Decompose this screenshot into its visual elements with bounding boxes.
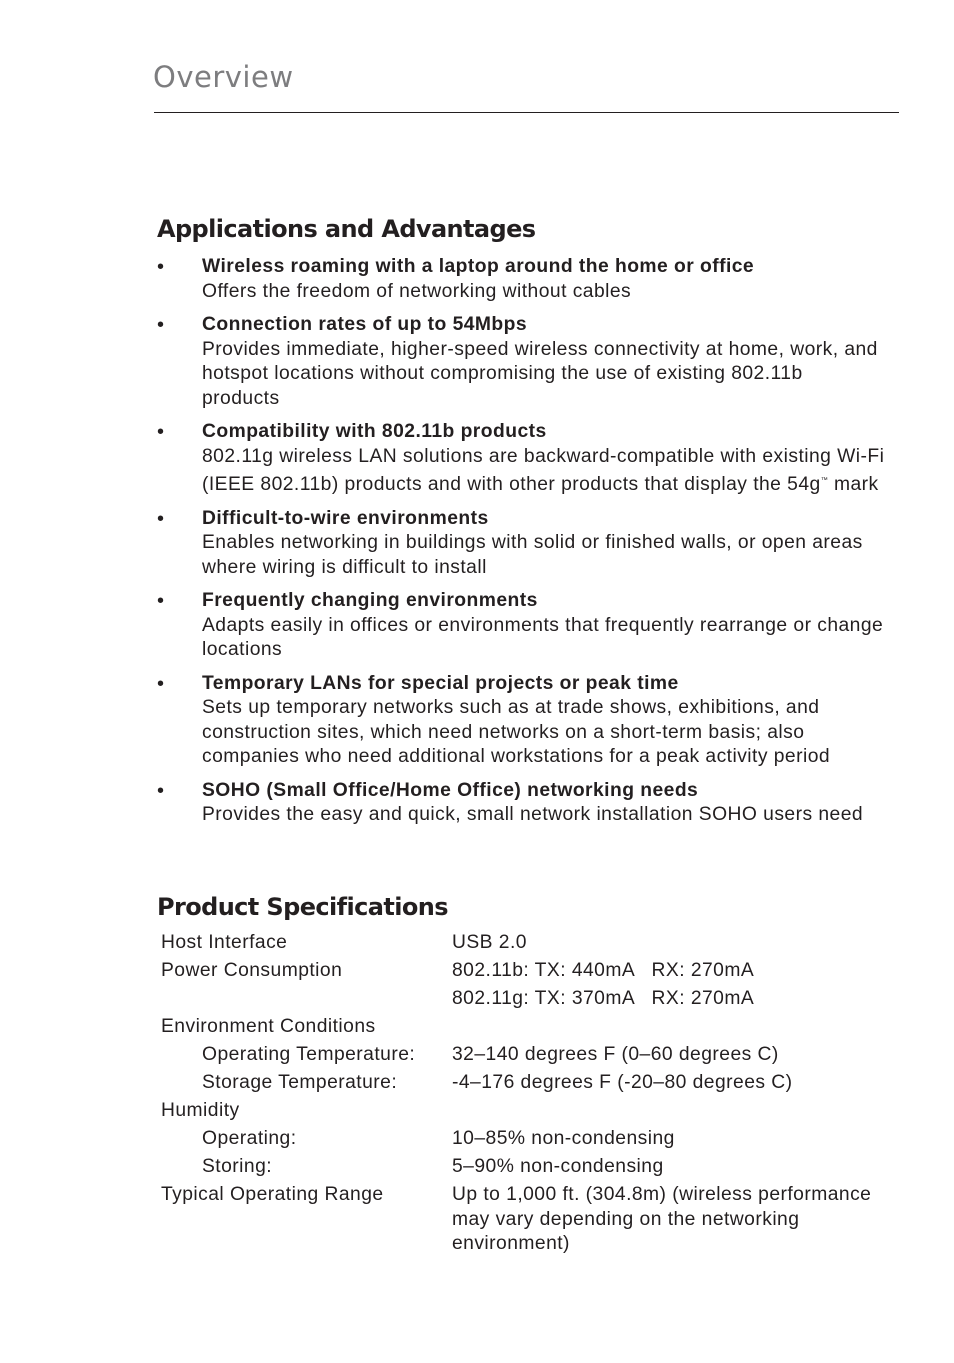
advantages-list: [157, 255, 902, 837]
description-text-end: mark: [828, 474, 879, 495]
table-row: [161, 1099, 902, 1127]
header-divider: [154, 112, 899, 113]
spec-label: Power Consumption: [161, 960, 343, 981]
item-description: [202, 445, 902, 498]
list-item: [157, 672, 902, 770]
spec-label: Typical Operating Range: [161, 1184, 384, 1205]
item-title: Temporary LANs for special projects or peak time: [202, 672, 679, 694]
specifications-table: [161, 931, 902, 1260]
list-item: [157, 313, 902, 411]
item-description: Enables networking in buildings with solid or finished walls, or open areas where wiring is difficult to install: [202, 532, 863, 578]
spec-label: Environment Conditions: [161, 1016, 376, 1037]
bullet: •: [157, 256, 165, 278]
table-row: [161, 959, 902, 987]
bullet: •: [157, 314, 165, 336]
table-row: [161, 1183, 902, 1260]
list-item: [157, 420, 902, 498]
spec-label: Operating Temperature:: [202, 1044, 416, 1065]
page-section-title: Overview: [153, 60, 294, 94]
bullet: •: [157, 421, 165, 443]
item-description: Provides immediate, higher-speed wireless connectivity at home, work, and hotspot locations without compromising the use of existing 802.11b products: [202, 338, 878, 409]
applications-heading: Applications and Advantages: [157, 215, 536, 243]
item-title: Compatibility with 802.11b products: [202, 421, 547, 442]
table-row: [161, 1155, 902, 1183]
table-row: [161, 1015, 902, 1043]
spec-label: [161, 987, 452, 1015]
item-title: SOHO (Small Office/Home Office) networking needs: [202, 779, 699, 801]
item-title: Wireless roaming with a laptop around the home or office: [202, 256, 755, 277]
bullet: •: [157, 590, 165, 612]
table-row: [161, 987, 902, 1015]
spec-value: USB 2.0: [452, 932, 527, 953]
item-description: Offers the freedom of networking without cables: [202, 280, 632, 302]
spec-value: 5–90% non-condensing: [452, 1156, 664, 1177]
list-item: [157, 255, 902, 304]
spec-value: -4–176 degrees F (-20–80 degrees C): [452, 1072, 793, 1093]
list-item: [157, 779, 902, 828]
table-row: [161, 1043, 902, 1071]
spec-label: Host Interface: [161, 932, 288, 953]
item-description: Sets up temporary networks such as at trade shows, exhibitions, and construction sites, which need networks on a short-term basis; also companies who need additional workstations for a peak activity period: [202, 697, 831, 767]
spec-value: [452, 1015, 902, 1043]
list-item: [157, 507, 902, 581]
bullet: •: [157, 507, 165, 530]
list-item: [157, 589, 902, 663]
spec-value: 802.11g: TX: 370mA RX: 270mA: [452, 988, 755, 1009]
spec-label: Humidity: [161, 1100, 240, 1121]
item-title: Frequently changing environments: [202, 590, 538, 611]
spec-label: Storing:: [202, 1156, 273, 1177]
bullet: •: [157, 779, 165, 802]
trademark-symbol: ™: [820, 477, 829, 484]
spec-value: Up to 1,000 ft. (304.8m) (wireless performance may vary depending on the networking environment): [452, 1184, 872, 1254]
spec-value: 32–140 degrees F (0–60 degrees C): [452, 1044, 779, 1065]
spec-value: 10–85% non-condensing: [452, 1128, 675, 1149]
bullet: •: [157, 672, 165, 695]
item-title: Connection rates of up to 54Mbps: [202, 314, 528, 335]
spec-label: Storage Temperature:: [202, 1072, 398, 1093]
spec-label: Operating:: [202, 1128, 297, 1149]
table-row: [161, 1127, 902, 1155]
item-description: Adapts easily in offices or environments that frequently rearrange or change locations: [202, 614, 884, 660]
item-description: Provides the easy and quick, small network installation SOHO users need: [202, 804, 864, 825]
spec-value: 802.11b: TX: 440mA RX: 270mA: [452, 960, 755, 981]
specifications-heading: Product Specifications: [157, 893, 448, 921]
description-text: 802.11g wireless LAN solutions are backward-compatible with existing Wi-Fi (IEEE 802.11b) products and with other products that display the 54g: [202, 445, 885, 495]
spec-value: [452, 1099, 902, 1127]
item-title: Difficult-to-wire environments: [202, 507, 489, 529]
table-row: [161, 931, 902, 959]
table-row: [161, 1071, 902, 1099]
